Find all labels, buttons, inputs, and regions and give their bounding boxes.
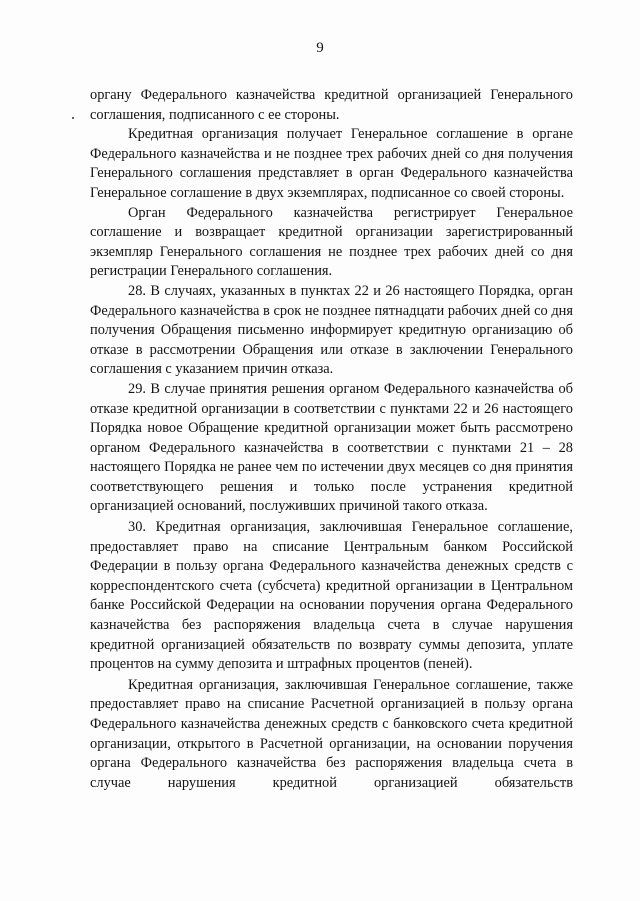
paragraph-28: 28. В случаях, указанных в пунктах 22 и 26 настоящего Порядка, орган Федерального казначейства в срок не позднее пятнадцати рабочих дней со дня получения Обращения письменно информирует кредитную организацию об отказе в рассмотрении Обращения или отказе в заключении Генерального соглашения с указанием причин отказа. [90, 282, 573, 378]
paragraph-2: Кредитная организация получает Генеральное соглашение в органе Федерального казначейства и не позднее трех рабочих дней со дня получения Генерального соглашения представляет в орган Федерального казначейства Генеральное соглашение в двух экземплярах, подписанное со своей стороны. [90, 126, 573, 201]
paragraph-3: Орган Федерального казначейства регистрирует Генеральное соглашение и возвращает кредитной организации зарегистрированный экземпляр Генерального соглашения не позднее трех рабочих дней со дня регистрации Генерального соглашения. [90, 204, 573, 280]
paragraph-30-continued: Кредитная организация, заключившая Генеральное соглашение, также предоставляет право на списание Расчетной организацией в пользу органа Федерального казначейства денежных средств с банковского счета кредитной организации, открытого в Расчетной организации, на основании поручения органа Федерального казначейства без распоряжения владельца счета в случае нарушения кредитной организацией обязательств [90, 676, 573, 791]
scan-speck [72, 117, 74, 119]
document-body [90, 86, 573, 793]
paragraph-30: 30. Кредитная организация, заключившая Генеральное соглашение, предоставляет право на списание Центральным банком Российской Федерации в пользу органа Федерального казначейства денежных средств с корреспондентского счета (субсчета) кредитной организации в Центральном банке Российской Федерации на основании поручения органа Федерального казначейства без распоряжения владельца счета в случае нарушения кредитной организацией обязательств по возврату суммы депозита, уплате процентов на сумму депозита и штрафных процентов (пеней). [90, 519, 573, 673]
paragraph-29: 29. В случае принятия решения органом Федерального казначейства об отказе кредитной организации в соответствии с пунктами 22 и 26 настоящего Порядка новое Обращение кредитной организации может быть рассмотрено органом Федерального казначейства в соответствии с пунктами 21 – 28 настоящего Порядка не ранее чем по истечении двух месяцев со дня принятия соответствующего решения и только после устранения кредитной организацией оснований, послуживших причиной такого отказа. [90, 380, 573, 515]
page-number: 9 [316, 40, 324, 56]
paragraph-1: органу Федерального казначейства кредитной организацией Генерального соглашения, подписанного с ее стороны. [90, 87, 573, 123]
